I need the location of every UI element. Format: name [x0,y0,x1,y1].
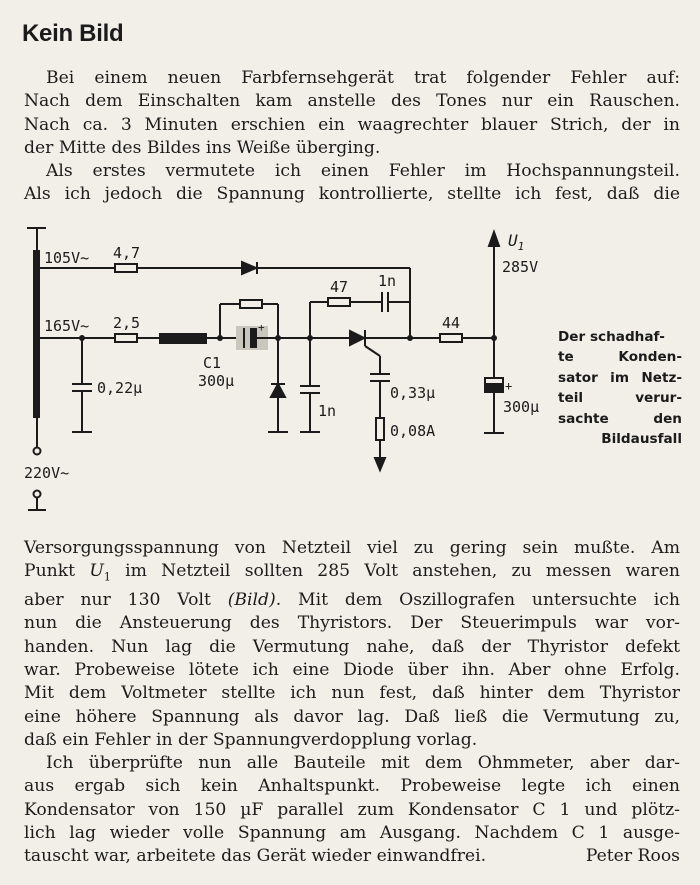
label-cap-1n-top: 1n [378,272,397,290]
label-r2: 2,5 [113,314,141,332]
figure-caption [558,327,682,449]
label-u1-voltage: 285V [502,258,539,276]
label-cap-1n: 1n [318,402,337,420]
text-line: lich lag wieder volle Spannung am Ausgang. Nachdem C 1 ausge- [24,823,680,843]
text-line: Kondensator von 150 µF parallel zum Kondensator C 1 und plötz- [24,799,680,820]
caption-line: te Konden- [558,349,682,366]
transformer-winding [33,250,40,418]
text-line: eine höhere Spannung als davor lag. Daß ließ die Vermutung zu, [24,706,680,727]
label-c1-value: 300µ [198,372,235,390]
text-line: der Mitte des Bildes ins Weiße überging. [24,137,381,158]
label-plus-c1: + [258,321,265,334]
author-name: Peter Roos [585,846,680,867]
label-r4: 44 [442,314,461,332]
label-165v: 165V~ [44,317,90,335]
label-u1: $U_1$ [508,231,525,253]
text-line: Als erstes vermutete ich einen Fehler im Hochspannungsteil. [46,161,680,182]
caption-line: sator im Netz- [558,369,682,386]
text-line: war. Probeweise lötete ich eine Diode über ihn. Aber ohne Erfolg. [24,659,680,680]
label-plus-out: + [505,379,513,393]
label-220v: 220V~ [24,464,70,482]
text-line: Als ich jedoch die Spannung kontrollierte, stellte ich fest, daß die [24,184,680,205]
intro-paragraphs [24,67,680,207]
text-line: Nach ca. 3 Minuten erschien ein waagrechter blauer Strich, der in [24,114,680,135]
caption-line: Der schadhaf- [558,329,665,345]
label-r1: 4,7 [113,244,141,262]
caption-line: teil verur- [558,390,682,407]
text-line: nun die Ansteuerung des Thyristors. Der Steuerimpuls war vor- [24,613,680,634]
text-line-final [24,845,680,868]
text-line: daß ein Fehler in der Spannungverdopplung vorlag. [24,729,478,750]
caption-line: sachte den [558,410,682,427]
text-line: handen. Nun lag die Vermutung nahe, daß der Thyristor defekt [24,636,680,657]
text-line: Bei einem neuen Farbfernsehgerät trat folgender Fehler auf: [46,68,680,88]
label-r3: 47 [330,278,349,296]
text-line: aber nur 130 Volt (Bild). Mit dem Oszillografen untersuchte ich [24,590,680,611]
label-105v: 105V~ [44,249,90,267]
label-cap-022: 0,22µ [97,379,143,397]
label-cap-033: 0,33µ [390,384,436,402]
text-line: tauscht war, arbeitete das Gerät wieder einwandfrei. [24,846,487,867]
text-line: Nach dem Einschalten kam anstelle des Tones nur ein Rauschen. [24,91,680,112]
caption-line: Bildausfall [601,431,682,448]
text-line: Ich überprüfte nun alle Bauteile mit dem Ohmmeter, aber dar- [46,753,680,774]
text-line: aus ergab sich kein Anhaltspunkt. Probeweise legte ich einen [24,776,680,797]
text-line: Punkt $U_1$ im Netzteil sollten 285 Volt anstehen, zu messen waren [24,561,680,584]
article-title: Kein Bild [22,20,124,47]
label-cap-out: 300µ [503,398,540,416]
main-paragraphs [24,537,680,869]
label-fuse: 0,08A [390,422,436,440]
text-line: Versorgungsspannung von Netzteil viel zu gering sein mußte. Am [24,538,680,558]
text-line: Mit dem Voltmeter stellte ich nun fest, daß hinter dem Thyristor [24,683,680,704]
label-c1-name: C1 [203,354,222,372]
